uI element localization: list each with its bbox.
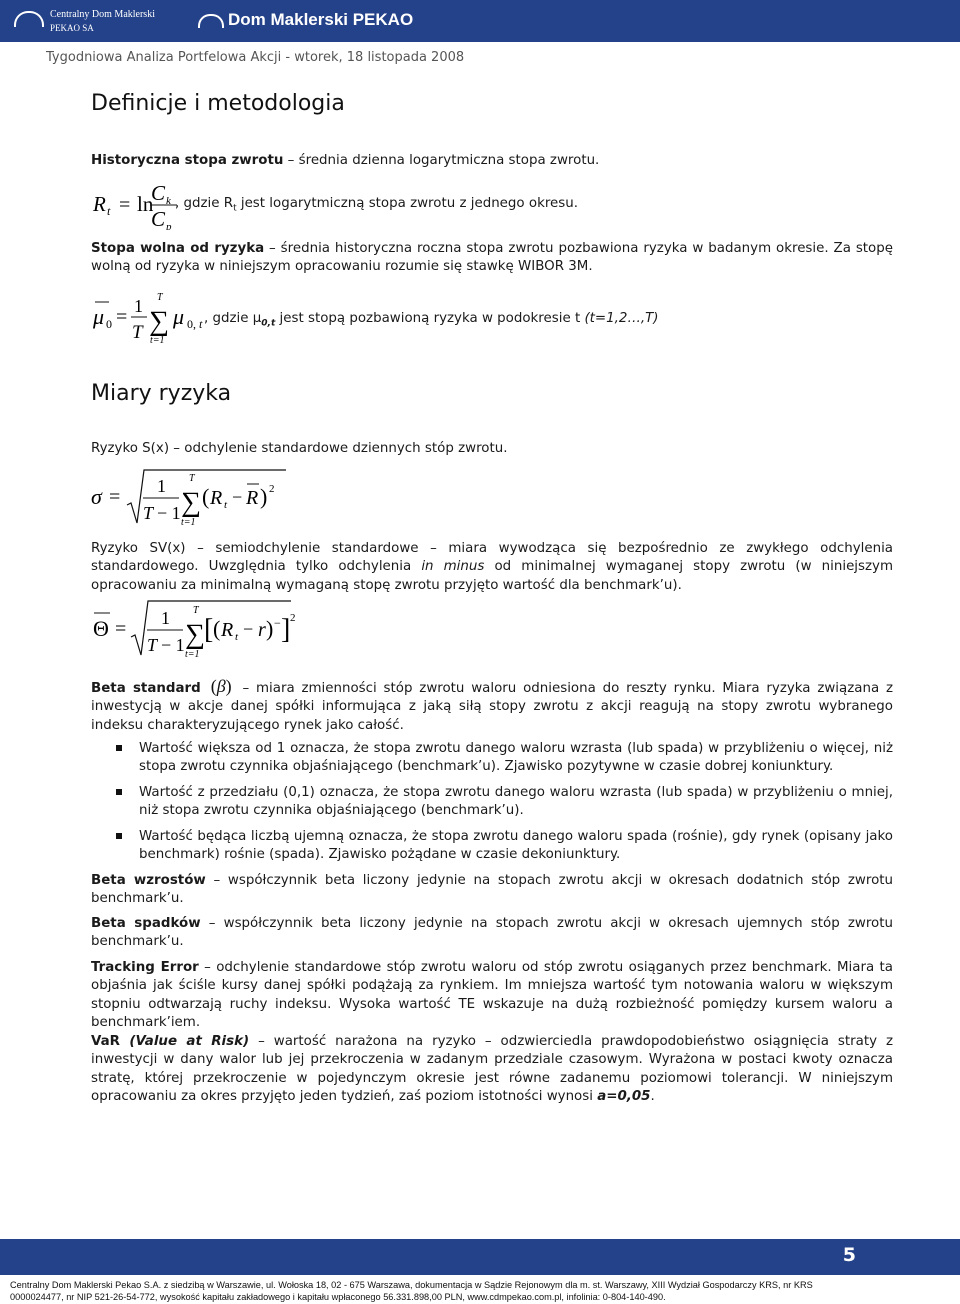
equation-log-return-svg <box>91 180 181 230</box>
svg-text:−: − <box>232 487 243 507</box>
svg-text:μ: μ <box>173 304 185 329</box>
equation-log-return-desc <box>175 195 578 218</box>
beta-up-label: Beta wzrostów <box>91 873 206 888</box>
svg-text:R: R <box>221 619 234 641</box>
equation-std-dev-svg <box>91 465 291 535</box>
var-alpha: a=0,05 <box>597 1088 651 1104</box>
svg-text:=: = <box>109 486 121 508</box>
tracking-error-paragraph <box>91 959 893 1032</box>
svg-text:− 1: − 1 <box>161 635 185 655</box>
var-end: . <box>650 1088 655 1104</box>
svg-text:2: 2 <box>269 483 275 495</box>
svg-text:2: 2 <box>290 612 296 624</box>
risk-free-paragraph <box>91 240 893 277</box>
svg-text:∑: ∑ <box>181 487 201 518</box>
footer-line-2: 0000024477, nr NIP 521-26-54-772, wysokość kapitału zakładowego i kapitału wpłaconego 56.331.898,00 PLN, www.cdmpekao.com.pl, infolinia: 0-804-140-490. <box>10 1292 666 1302</box>
eq1-sub: t <box>233 203 237 214</box>
beta-up-text: – współczynnik beta liczony jedynie na stopach zwrotu akcji w okresach dodatnich stóp zwrotu benchmark’u. <box>91 873 893 907</box>
svg-text:C: C <box>151 207 166 230</box>
svg-text:− 1: − 1 <box>157 503 181 523</box>
svg-text:∑: ∑ <box>185 619 205 650</box>
svg-text:R: R <box>246 487 259 509</box>
beta-down-text: – współczynnik beta liczony jedynie na stopach zwrotu akcji w okresach ujemnych stóp zwrotu benchmark’u. <box>91 916 893 950</box>
eq2-sub: 0,t <box>261 318 276 329</box>
svg-text:[: [ <box>204 614 214 645</box>
svg-text:1: 1 <box>161 608 170 628</box>
eq2-text: , gdzie μ <box>204 311 262 326</box>
svg-text:=: = <box>115 618 127 640</box>
svg-text:T: T <box>143 503 154 523</box>
section-title-risk-measures: Miary ryzyka <box>91 381 232 406</box>
svg-text:t: t <box>235 631 239 643</box>
risk-free-text: – średnia historyczna roczna stopa zwrotu pozbawiona ryzyka w badanym okresie. Za stopę wolną od ryzyka w niniejszym opracowaniu rozumie się stawkę WIBOR 3M. <box>91 241 893 275</box>
svg-text:∑: ∑ <box>149 306 169 337</box>
hist-return-paragraph <box>91 152 599 170</box>
eq1-text: , gdzie R <box>175 196 234 211</box>
beta-up-paragraph <box>91 872 893 909</box>
header-bar <box>0 0 960 42</box>
svg-text:t=1: t=1 <box>150 335 165 346</box>
equation-std-dev <box>91 465 291 535</box>
hist-return-label: Historyczna stopa zwrotu <box>91 153 284 168</box>
equation-mean-riskfree-svg <box>91 290 211 350</box>
var-italic: (Value at Risk) <box>129 1034 250 1049</box>
risk-sv-italic: in minus <box>421 559 485 575</box>
equation-semi-dev <box>91 596 301 666</box>
svg-text:r: r <box>258 619 266 641</box>
svg-text:ln: ln <box>137 192 154 216</box>
svg-text:0,: 0, <box>187 317 196 331</box>
bullet-marker-1 <box>116 745 122 751</box>
risk-s-paragraph: Ryzyko S(x) – odchylenie standardowe dziennych stóp zwrotu. <box>91 441 508 456</box>
beta-bullet-2: Wartość z przedziału (0,1) oznacza, że stopa zwrotu danego waloru wzrasta (lub spada) w przybliżeniu o mniej, niż stopa zwrotu czynnika objaśniającego (benchmark’u). <box>139 785 893 819</box>
equation-log-return <box>91 180 181 230</box>
hist-return-text: – średnia dzienna logarytmiczna stopa zwrotu. <box>283 153 600 168</box>
svg-text:=: = <box>119 194 131 216</box>
beta-standard-label: Beta standard <box>91 681 201 696</box>
eq2-rest: jest stopą pozbawioną ryzyka w podokresie t <box>275 311 585 326</box>
svg-text:R: R <box>210 487 223 509</box>
svg-text:T: T <box>147 635 158 655</box>
section-title-definitions: Definicje i metodologia <box>91 91 345 116</box>
var-paragraph <box>91 1033 893 1106</box>
svg-text:(: ( <box>202 484 210 509</box>
footer-line-1: Centralny Dom Maklerski Pekao S.A. z siedzibą w Warszawie, ul. Wołoska 18, 02 - 675 Warszawa, dokumentacja w Sądzie Rejonowym dla m. st. Warszawy, XIII Wydział Gospodarczy KRS, nr KRS <box>10 1280 813 1290</box>
svg-text:t: t <box>107 204 111 218</box>
svg-text:T: T <box>157 292 163 303</box>
svg-text:Θ: Θ <box>93 616 109 641</box>
bullet-marker-2 <box>116 789 122 795</box>
logo2-text: Dom Maklerski PEKAO <box>228 10 414 29</box>
tracking-error-text: – odchylenie standardowe stóp zwrotu waloru od stóp zwrotu osiąganych przez benchmark. Miara ta objaśnia jak ściśle kursy danej spółki podążają za rynkiem. Im mniejsza wartość tym notowania waloru w większym stopniu odtwarzają ruchy indeksu. Wysoka wartość TE wskazuje na dużą rozbieżność pomiędzy kursem waloru a benchmark’iem. <box>91 960 893 1030</box>
page-number: 5 <box>842 1244 856 1266</box>
svg-text:T: T <box>132 322 143 343</box>
svg-text:0: 0 <box>106 317 112 331</box>
beta-bullet-1: Wartość większa od 1 oznacza, że stopa zwrotu danego waloru wzrasta (lub spada) w przybliżeniu o więcej, niż stopa zwrotu czynnika objaśniającego (benchmark’u). Zjawisko pozytywne w czasie dobrej koniunktury. <box>139 741 893 775</box>
svg-text:−: − <box>274 616 281 630</box>
svg-text:]: ] <box>281 614 291 645</box>
svg-text:μ: μ <box>93 304 105 329</box>
svg-text:t: t <box>224 499 228 511</box>
beta-bullet-3: Wartość będąca liczbą ujemną oznacza, że stopa zwrotu danego waloru spada (rośnie), gdy rynek (opisany jako benchmark) rośnie (spada). Zjawisko pożądane w czasie dekoniunktury. <box>139 829 893 863</box>
risk-sv-rest: od minimalnej wymaganej stopy zwrotu (w niniejszym opracowaniu za minimalną wymaganą stopę zwrotu przyjęto wartość dla benchmark’u). <box>91 559 893 593</box>
beta-symbol: (β) <box>210 676 232 696</box>
logo-arch-icon <box>198 14 224 28</box>
logo-arch-icon <box>14 11 44 27</box>
beta-down-label: Beta spadków <box>91 916 201 931</box>
svg-text:C: C <box>151 181 166 205</box>
footer-divider <box>0 1273 960 1275</box>
equation-mean-riskfree <box>91 290 211 350</box>
report-subtitle: Tygodniowa Analiza Portfelowa Akcji - wtorek, 18 listopada 2008 <box>46 50 465 65</box>
beta-down-paragraph <box>91 915 893 952</box>
svg-text:t: t <box>199 317 203 331</box>
svg-text:): ) <box>266 616 274 641</box>
equation-mean-riskfree-desc <box>204 310 659 333</box>
svg-text:): ) <box>260 484 268 509</box>
svg-text:σ: σ <box>91 484 102 509</box>
tracking-error-label: Tracking Error <box>91 960 199 975</box>
svg-text:(: ( <box>213 616 221 641</box>
svg-text:p: p <box>166 221 172 230</box>
svg-text:R: R <box>93 192 106 216</box>
beta-standard-paragraph <box>91 677 893 735</box>
svg-text:=: = <box>116 306 128 328</box>
page-number-bar <box>0 1239 960 1273</box>
bullet-marker-3 <box>116 833 122 839</box>
logo1-line2: PEKAO SA <box>50 23 94 33</box>
risk-sv-paragraph <box>91 540 893 595</box>
var-text: – wartość narażona na ryzyko – odzwierciedla prawdopodobieństwo osiągnięcia straty z inwestycji w dany walor lub jej przekroczenia w zadanym przedziale czasowym. Wyrażona w postaci kwoty oznacza stratę, której przekroczenie w pojedynczym okresie jest równe zadanemu poziomowi tolerancji. W niniejszym opracowaniu za okres przyjęto jeden tydzień, zaś poziom istotności wynosi <box>91 1034 894 1104</box>
svg-text:1: 1 <box>157 476 166 496</box>
svg-text:t=1: t=1 <box>181 517 196 528</box>
svg-text:T: T <box>193 605 199 616</box>
risk-sv-text: Ryzyko SV(x) – semiodchylenie standardowe – miara wywodząca się bezpośrednio ze zwykłego odchylenia standardowego. Uwzględnia tylko odchylenia <box>91 541 893 575</box>
beta-standard-text: – miara zmienności stóp zwrotu waloru odniesiona do reszty rynku. Miara ryzyka związana z inwestycją w akcje danej spółki informująca z jaką siłą stopy zwrotu z akcji reagują na stopy zwrotu wybranego indeksu charakteryzującego rynek jako całość. <box>91 681 893 733</box>
svg-text:k: k <box>166 195 171 207</box>
svg-text:T: T <box>189 473 195 484</box>
logo1-line1: Centralny Dom Maklerski <box>50 9 155 20</box>
svg-text:1: 1 <box>134 296 143 316</box>
eq1-rest: jest logarytmiczną stopa zwrotu z jednego okresu. <box>236 196 578 211</box>
var-label: VaR <box>91 1034 130 1049</box>
equation-semi-dev-svg <box>91 596 301 666</box>
svg-text:t=1: t=1 <box>185 649 200 660</box>
eq2-range: (t=1,2…,T) <box>584 311 659 326</box>
risk-free-label: Stopa wolna od ryzyka <box>91 241 265 256</box>
svg-text:−: − <box>243 619 254 639</box>
